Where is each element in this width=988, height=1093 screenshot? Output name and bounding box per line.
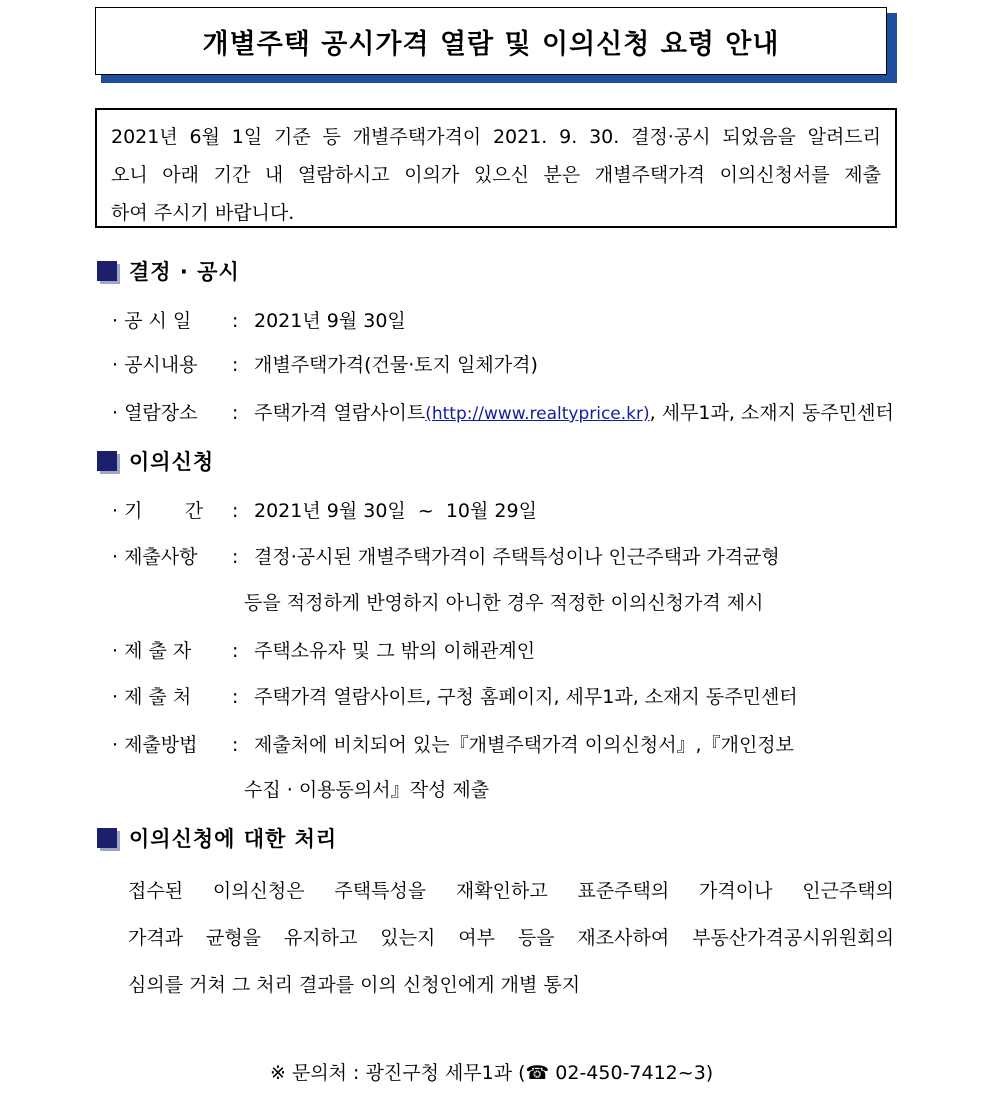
objection-matters-row — [112, 542, 780, 572]
realtyprice-link[interactable]: (http://www.realtyprice.kr) — [425, 404, 650, 424]
intro-line-2: 오니 아래 기간 내 열람하시고 이의가 있으신 분은 개별주택가격 이의신청서를 제출 — [111, 164, 881, 186]
row-label: · 제출사항 — [112, 546, 198, 568]
section-heading-processing — [97, 823, 337, 853]
row-value: 제출처에 비치되어 있는『개별주택가격 이의신청서』,『개인정보 — [254, 734, 795, 756]
processing-paragraph — [128, 868, 894, 1009]
notice-place-row — [112, 398, 894, 428]
row-label: · 제 출 처 — [112, 686, 192, 708]
intro-box — [95, 108, 897, 228]
row-label: · 기 간 — [112, 500, 204, 522]
processing-line-1: 접수된 이의신청은 주택특성을 재확인하고 표준주택의 가격이나 인근주택의 — [128, 880, 894, 902]
row-label: · 제 출 자 — [112, 640, 192, 662]
row-value: 주택가격 열람사이트 — [254, 402, 426, 424]
processing-line-3: 심의를 거쳐 그 처리 결과를 이의 신청인에게 개별 통지 — [128, 974, 581, 996]
separator: : — [232, 734, 239, 756]
page-title: 개별주택 공시가격 열람 및 이의신청 요령 안내 — [202, 28, 780, 60]
row-label: · 공 시 일 — [112, 310, 192, 332]
objection-submitter-row — [112, 636, 535, 666]
row-label: · 공시내용 — [112, 354, 198, 376]
notice-content-row — [112, 350, 538, 380]
objection-destination-row — [112, 682, 798, 712]
separator: : — [232, 310, 239, 332]
separator: : — [232, 402, 239, 424]
row-label: · 열람장소 — [112, 402, 198, 424]
processing-line-2: 가격과 균형을 유지하고 있는지 여부 등을 재조사하여 부동산가격공시위원회의 — [128, 927, 894, 949]
row-value: 2021년 9월 30일 — [254, 310, 406, 332]
objection-method-continued: 수집 · 이용동의서』작성 제출 — [244, 779, 490, 801]
objection-matters-continued: 등을 적정하게 반영하지 아니한 경우 적정한 이의신청가격 제시 — [244, 592, 764, 614]
square-bullet-icon — [97, 828, 117, 848]
separator: : — [232, 354, 239, 376]
row-value: 2021년 9월 30일 ~ 10월 29일 — [254, 500, 537, 522]
notice-date-row — [112, 306, 406, 336]
section-heading-text: 결정 · 공시 — [129, 260, 240, 284]
section-heading-objection — [97, 446, 214, 476]
objection-period-row — [112, 496, 537, 526]
row-value: 주택가격 열람사이트, 구청 홈페이지, 세무1과, 소재지 동주민센터 — [254, 686, 798, 708]
separator: : — [232, 546, 239, 568]
separator: : — [232, 686, 239, 708]
row-value-tail: , 세무1과, 소재지 동주민센터 — [649, 402, 894, 424]
section-heading-notice — [97, 256, 240, 286]
title-box — [95, 7, 887, 75]
contact-info: ※ 문의처 : 광진구청 세무1과 (☎ 02-450-7412~3) — [270, 1062, 714, 1084]
title-banner — [95, 7, 897, 83]
separator: : — [232, 640, 239, 662]
section-heading-text: 이의신청에 대한 처리 — [129, 827, 338, 851]
intro-line-3: 하여 주시기 바랍니다. — [111, 202, 295, 224]
square-bullet-icon — [97, 261, 117, 281]
row-value: 결정·공시된 개별주택가격이 주택특성이나 인근주택과 가격균형 — [254, 546, 780, 568]
row-label: · 제출방법 — [112, 734, 198, 756]
row-value: 개별주택가격(건물·토지 일체가격) — [254, 354, 538, 376]
section-heading-text: 이의신청 — [129, 450, 215, 474]
separator: : — [232, 500, 239, 522]
intro-line-1: 2021년 6월 1일 기준 등 개별주택가격이 2021. 9. 30. 결정·공시 되었음을 알려드리 — [111, 126, 881, 148]
row-value: 주택소유자 및 그 밖의 이해관계인 — [254, 640, 536, 662]
square-bullet-icon — [97, 451, 117, 471]
objection-method-row — [112, 730, 794, 760]
